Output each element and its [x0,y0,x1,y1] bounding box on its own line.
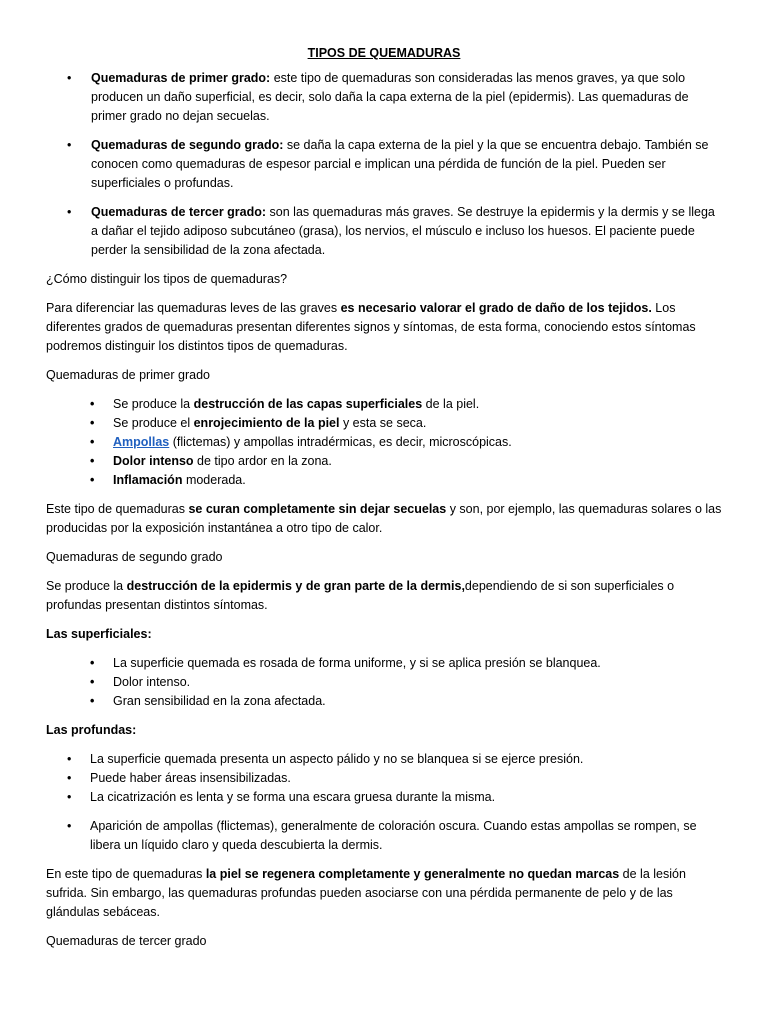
list-item: • La superficie quemada presenta un aspecto pálido y no se blanquea si se ejerce presión. [46,750,722,769]
text-run: (flictemas) y ampollas intradérmicas, es decir, microscópicas. [169,435,512,449]
section-heading-third: Quemaduras de tercer grado [46,934,207,948]
bold-run: destrucción de las capas superficiales [193,397,423,411]
list-item [46,395,722,414]
list-item [46,203,722,260]
page-title: TIPOS DE QUEMADURAS [307,46,461,60]
text-run: Para diferenciar las quemaduras leves de las graves [46,301,341,315]
question-heading: ¿Cómo distinguir los tipos de quemaduras? [46,272,288,286]
list-item: • La superficie quemada es rosada de forma uniforme, y si se aplica presión se blanquea. [46,654,722,673]
bold-run: Inflamación [113,473,183,487]
profundas-extra-list [46,817,722,855]
paragraph [46,577,722,615]
text-run: Este tipo de quemaduras [46,502,189,516]
text-run: dependiendo de si son superficiales o profundas presentan distintos síntomas. [46,579,675,612]
subheading-profundas [46,721,722,740]
text-run: y esta se seca. [339,416,427,430]
section-heading-first: Quemaduras de primer grado [46,368,210,382]
text-run: Se produce la [113,397,194,411]
text-run: En este tipo de quemaduras [46,867,206,881]
burn-types-list [46,69,722,260]
ampollas-link[interactable]: Ampollas [113,435,170,449]
bold-run: Las profundas: [46,723,137,737]
bold-run: la piel se regenera completamente y generalmente no quedan marcas [205,867,620,881]
item-text: son las quemaduras más graves. Se destruye la epidermis y la dermis y se llega a dañar el tejido adiposo subcutáneo (grasa), los nervios, el músculo e incluso los huesos. El paciente puede perder la sensibilidad de la zona afectada. [91,205,715,257]
section-heading-second: Quemaduras de segundo grado [46,550,223,564]
list-item: • Aparición de ampollas (flictemas), generalmente de coloración oscura. Cuando estas ampollas se rompen, se libera un líquido claro y queda descubierta la dermis. [46,817,722,855]
bold-run: destrucción de la epidermis y de gran parte de la dermis, [126,579,465,593]
text-run: Se produce el [113,416,194,430]
list-item: • Gran sensibilidad en la zona afectada. [46,692,722,711]
bold-run: Las superficiales: [46,627,152,641]
text-run: Se produce la [46,579,127,593]
text-run: de la lesión sufrida. Sin embargo, las quemaduras profundas pueden asociarse con una pérdida permanente de pelo y de las glándulas sebáceas. [46,867,686,919]
bold-run: es necesario valorar el grado de daño de los tejidos. [340,301,652,315]
text-run: y son, por ejemplo, las quemaduras solares o las producidas por la exposición instantánea a otro tipo de calor. [46,502,722,535]
bold-run: se curan completamente sin dejar secuelas [188,502,447,516]
list-item [46,471,722,490]
list-item: • Puede haber áreas insensibilizadas. [46,769,722,788]
item-text: se daña la capa externa de la piel y la que se encuentra debajo. También se conocen como quemaduras de espesor parcial e implican una pérdida de función de la piel. Pueden ser superficiales o profundas. [91,138,709,190]
text-run: moderada. [182,473,246,487]
list-item [46,69,722,126]
superficiales-list [46,654,722,711]
bold-run: Dolor intenso [113,454,194,468]
paragraph [46,500,722,538]
item-term: Quemaduras de primer grado: [91,71,271,85]
list-item: • Dolor intenso. [46,673,722,692]
bold-run: enrojecimiento de la piel [193,416,340,430]
profundas-list [46,750,722,807]
subheading-superficiales [46,625,722,644]
text-run: Los diferentes grados de quemaduras presentan diferentes signos y síntomas, de esta forma, conociendo estos síntomas podremos distinguir los distintos tipos de quemaduras. [46,301,696,353]
list-item: • La cicatrización es lenta y se forma una escara gruesa durante la misma. [46,788,722,807]
text-run: de la piel. [422,397,480,411]
item-term: Quemaduras de tercer grado: [91,205,267,219]
first-degree-list [46,395,722,490]
list-item [46,433,722,452]
list-item [46,452,722,471]
item-text: este tipo de quemaduras son consideradas las menos graves, ya que solo producen un daño superficial, es decir, solo daña la capa externa de la piel (epidermis). Las quemaduras de primer grado no dejan secuelas. [91,71,689,123]
paragraph [46,865,722,922]
paragraph [46,299,722,356]
list-item [46,414,722,433]
text-run: de tipo ardor en la zona. [193,454,332,468]
item-term: Quemaduras de segundo grado: [91,138,284,152]
list-item [46,136,722,193]
